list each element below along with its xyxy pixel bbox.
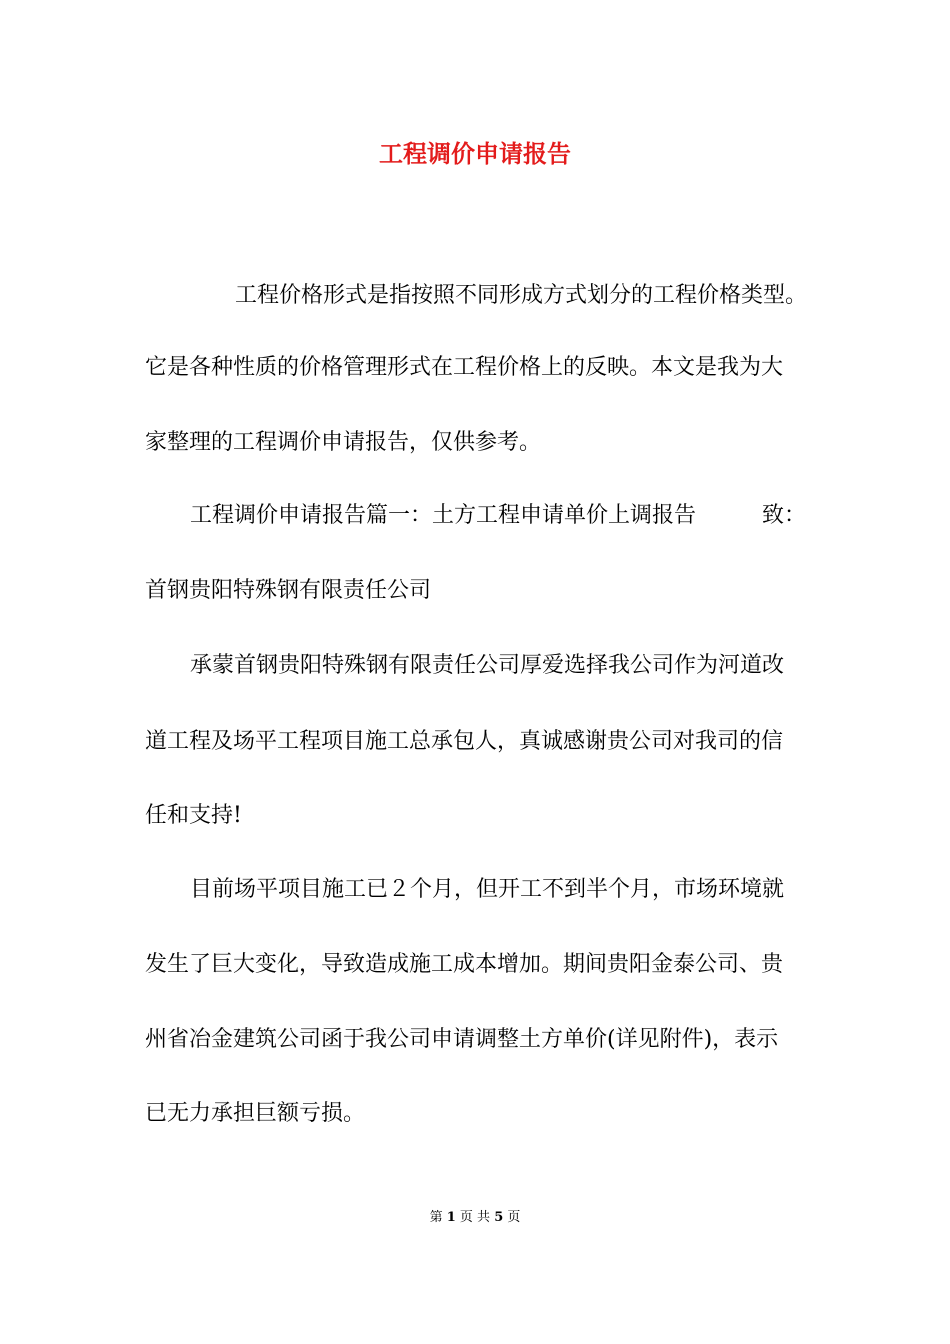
paragraph-line: 工程调价申请报告篇一：土方工程申请单价上调报告 致： — [190, 503, 807, 528]
paragraph-line: 目前场平项目施工已２个月，但开工不到半个月，市场环境就 — [190, 877, 785, 902]
current-page-number: 1 — [446, 1210, 456, 1225]
paragraph-line: 发生了巨大变化，导致造成施工成本增加。期间贵阳金泰公司、贵 — [145, 952, 784, 977]
footer-middle: 页 共 — [459, 1210, 491, 1225]
paragraph-line: 承蒙首钢贵阳特殊钢有限责任公司厚爱选择我公司作为河道改 — [190, 653, 785, 678]
paragraph-line: 已无力承担巨额亏损。 — [145, 1101, 366, 1126]
total-page-number: 5 — [494, 1210, 504, 1225]
document-title: 工程调价申请报告 — [379, 140, 571, 168]
paragraph-line: 家整理的工程调价申请报告，仅供参考。 — [145, 430, 542, 455]
paragraph-line: 道工程及场平工程项目施工总承包人，真诚感谢贵公司对我司的信 — [145, 729, 784, 754]
page-footer — [0, 1208, 950, 1228]
footer-prefix: 第 — [429, 1210, 443, 1225]
paragraph-line: 首钢贵阳特殊钢有限责任公司 — [145, 578, 432, 603]
paragraph-line: 州省冶金建筑公司函于我公司申请调整土方单价(详见附件)，表示 — [145, 1027, 779, 1052]
paragraph-line: 它是各种性质的价格管理形式在工程价格上的反映。本文是我为大 — [145, 355, 784, 380]
paragraph-line: 工程价格形式是指按照不同形成方式划分的工程价格类型。 — [235, 283, 808, 308]
footer-suffix: 页 — [507, 1210, 521, 1225]
paragraph-line: 任和支持! — [145, 803, 242, 828]
